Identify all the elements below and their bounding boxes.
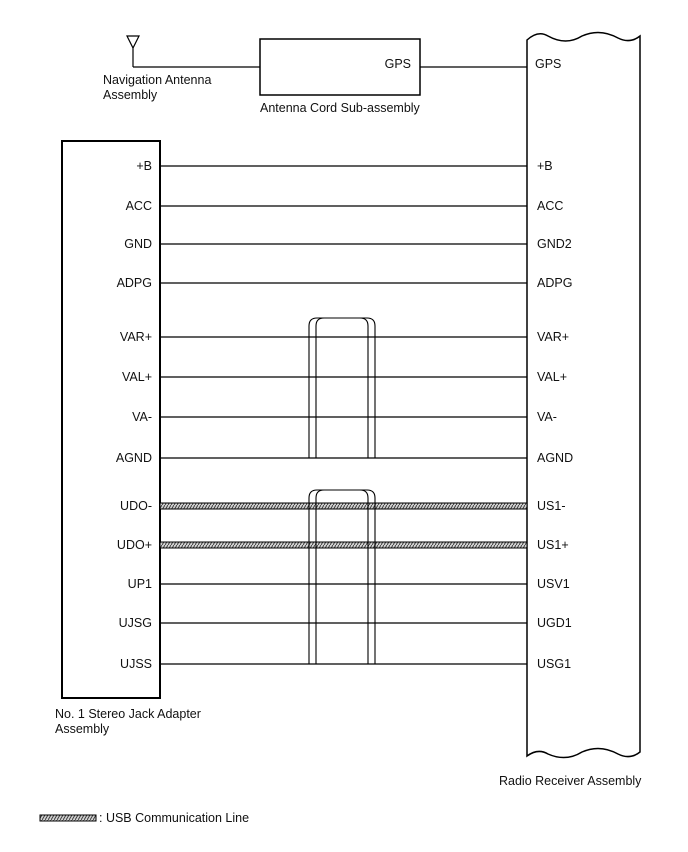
radio-pin-plusb: +B: [537, 159, 553, 173]
connection-ujss: [120, 657, 571, 671]
radio-pin-usg1: USG1: [537, 657, 572, 671]
legend: [40, 811, 249, 825]
connection-gnd: [124, 237, 572, 251]
connection-adpg: [117, 276, 573, 290]
navigation-antenna: [103, 36, 260, 102]
jack-pin-ujsg: UJSG: [118, 616, 152, 630]
legend-label: : USB Communication Line: [99, 811, 250, 825]
connection-up1: [128, 577, 570, 591]
radio-pin-gnd2: GND2: [537, 237, 572, 251]
radio-pin-agnd: AGND: [537, 451, 574, 465]
radio-pin-acc: ACC: [537, 199, 564, 213]
usb-line-udoplus: [160, 542, 527, 548]
radio-receiver-box: [527, 32, 640, 757]
connection-plusb: [136, 159, 552, 173]
radio-pin-usv1: USV1: [537, 577, 570, 591]
jack-pin-up1: UP1: [127, 577, 152, 591]
jack-pin-gnd: GND: [124, 237, 152, 251]
jack-pin-varplus: VAR+: [119, 330, 152, 344]
jack-pin-plusb: +B: [136, 159, 152, 173]
connection-udoplus: [117, 538, 569, 552]
antenna-cord-pin-gps: GPS: [384, 57, 411, 71]
antenna-label-line2: Assembly: [103, 88, 158, 102]
connection-valplus: [122, 370, 567, 384]
antenna-cord-sub-assembly: [260, 39, 527, 115]
connection-varplus: [120, 330, 569, 344]
connection-vaminus: [132, 410, 557, 424]
radio-pin-ugd1: UGD1: [537, 616, 572, 630]
jack-pin-agnd: AGND: [115, 451, 152, 465]
jack-pin-acc: ACC: [125, 199, 152, 213]
radio-receiver-label: Radio Receiver Assembly: [499, 774, 642, 788]
radio-pin-us1plus: US1+: [537, 538, 569, 552]
antenna-label-line1: Navigation Antenna: [103, 73, 212, 87]
radio-pin-valplus: VAL+: [537, 370, 567, 384]
jack-pin-ujss: UJSS: [120, 657, 152, 671]
antenna-icon: [127, 36, 139, 67]
connection-udominus: [120, 499, 565, 513]
radio-pin-varplus: VAR+: [537, 330, 570, 344]
jack-pin-vaminus: VA-: [132, 410, 152, 424]
shield-usb: [309, 490, 375, 664]
radio-pin-adpg: ADPG: [537, 276, 573, 290]
jack-pin-udominus: UDO-: [120, 499, 152, 513]
jack-pin-valplus: VAL+: [122, 370, 152, 384]
connection-wires: [116, 159, 573, 671]
radio-pin-vaminus: VA-: [537, 410, 557, 424]
antenna-cord-label: Antenna Cord Sub-assembly: [260, 101, 420, 115]
radio-receiver-assembly: [499, 32, 642, 788]
jack-adapter-label-line1: No. 1 Stereo Jack Adapter: [55, 707, 201, 721]
shield-audio: [309, 318, 375, 458]
radio-pin-us1minus: US1-: [537, 499, 566, 513]
jack-pin-adpg: ADPG: [116, 276, 152, 290]
stereo-jack-adapter-assembly: [55, 141, 201, 736]
usb-line-udominus: [160, 503, 527, 509]
connection-agnd: [116, 451, 573, 465]
connection-acc: [126, 199, 564, 213]
jack-adapter-label-line2: Assembly: [55, 722, 110, 736]
connection-ujsg: [119, 616, 572, 630]
jack-pin-udoplus: UDO+: [116, 538, 152, 552]
legend-usb-line-sample: [40, 815, 96, 821]
radio-pin-gps: GPS: [535, 57, 562, 71]
